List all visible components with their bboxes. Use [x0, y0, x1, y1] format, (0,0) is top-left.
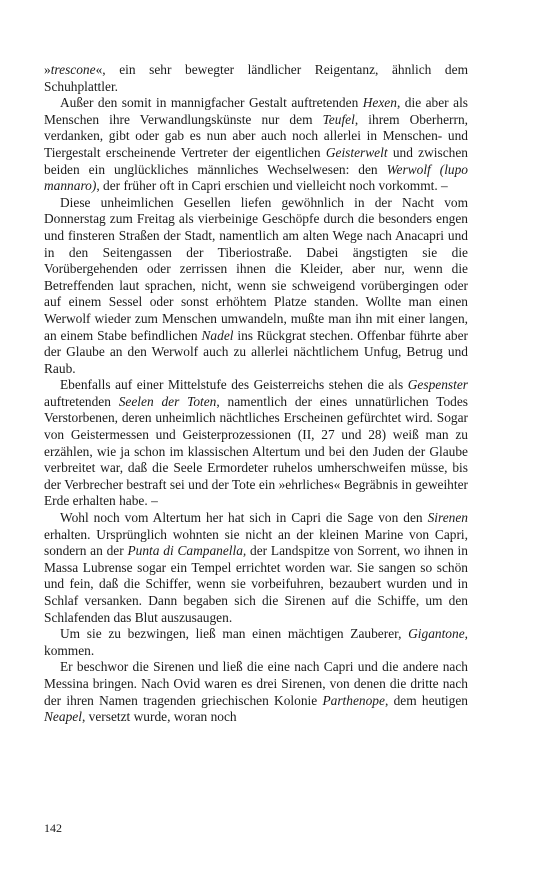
italic-term: trescone — [50, 62, 96, 77]
text-run: Außer den somit in mannigfacher Gestalt auftretenden — [60, 95, 363, 111]
text-run: Um sie zu bezwingen, ließ man einen mächtigen Zauberer, — [60, 626, 409, 642]
italic-term: Geisterwelt — [325, 144, 388, 160]
text-run: und zwischen beiden ein unglückliches männliches Wechselwesen: den — [44, 144, 468, 177]
italic-term: Hexen — [362, 95, 397, 111]
paragraph-4 — [44, 377, 468, 510]
text-run: «, ein sehr bewegter ländlicher Reigentanz, ähnlich dem Schuhplattler. — [44, 62, 468, 94]
text-run: , namentlich der eines unnatürlichen Todes Verstorbenen, deren unheimlich nächtliches Erscheinen gefürchtet wird. Sogar von Geistermessen und Geisterprozessionen (II, 27 und 28) weiß man zu erzählen, wie ja schon im klassischen Altertum und bei den Juden der Glaube verbreitet war, daß die Seele Ermordeter ruhelos umherschweifen müsse, bis der Verbrecher bestraft sei und der Tote ein »ehrliches« Begräbnis in geweihter Erde erhalten habe. – — [44, 393, 468, 509]
text-run: der Landspitze von Sorrent, wo ihnen in Massa Lubrense sogar ein Tempel errichtet worden war. Sie sangen so schön und fein, daß die Schiffer, wenn sie vorbeifuhren, bezaubert wurden und in Schlaf versanken. Dann begaben sich die Sirenen auf die Schiffe, um den Schlafenden das Blut auszusaugen. — [44, 543, 468, 625]
text-run: Diese unheimlichen Gesellen liefen gewöhnlich in der Nacht vom Donnerstag zum Freitag als vierbeinige Geschöpfe durch die besonders engen und finsteren Straßen der Stadt, namentlich am alten Wege nach Anacapri und in den Seitengassen der Tiberiostraße. Dabei ängstigten sie die Vorübergehenden oder zerrissen ihnen die Kleider, aber nur, wenn die Betreffenden laut sprachen, nicht, wenn sie schweigend vorübergingen oder auf einem Sessel oder sonst erhöhtem Platze standen. Wollte man einen Werwolf wieder zum Menschen umwandeln, mußte man ihn mit einer langen, an einem Stabe befindlichen — [44, 194, 468, 343]
italic-term: Werwolf (lupo mannaro) — [44, 161, 469, 194]
italic-term: Seelen der Toten — [118, 393, 217, 409]
text-run: , der früher oft in Capri erschien und vielleicht noch vorkommt. – — [96, 178, 448, 194]
italic-term: Parthenope — [322, 692, 385, 708]
italic-term: Gigantone — [408, 626, 465, 642]
paragraph-5 — [44, 510, 468, 626]
text-run: auftretenden — [44, 393, 119, 409]
text-run: , dem heutigen — [384, 692, 468, 708]
paragraph-6 — [44, 626, 468, 659]
text-run: Er beschwor die Sirenen und ließ die eine nach Capri und die andere nach Messina bringen. Nach Ovid waren es drei Sirenen, von denen die dritte nach der ihren Namen tragenden griechischen Kolonie — [44, 659, 468, 708]
italic-term: Neapel — [44, 709, 82, 725]
text-run: , kommen. — [44, 626, 468, 658]
italic-term: Punta di Campanella, — [127, 543, 247, 559]
italic-term: Gespenster — [407, 377, 468, 393]
page-number: 142 — [44, 821, 62, 835]
text-run: erhalten. Ursprünglich wohnten sie nicht an der kleinen Marine von Capri, sondern an der — [44, 526, 468, 559]
text-run: , die aber als Menschen ihre Verwandlungskünste nur dem — [44, 95, 468, 127]
text-run: » — [44, 62, 51, 77]
text-run: , versetzt wurde, woran noch — [81, 709, 237, 725]
text-run: Wohl noch vom Altertum her hat sich in Capri die Sage von den — [60, 510, 428, 526]
text-run: Ebenfalls auf einer Mittelstufe des Geisterreichs stehen die als — [60, 377, 408, 393]
paragraph-2 — [44, 95, 468, 195]
paragraph-7 — [44, 659, 468, 725]
italic-term: Teufel — [322, 111, 355, 127]
page-body — [44, 62, 468, 726]
italic-term: Nadel — [201, 327, 234, 343]
italic-term: Sirenen — [427, 510, 468, 526]
text-run: ins Rückgrat stechen. Offenbar führte aber der Glaube an den Werwolf auch zu allerlei nächtlichem Unfug, Betrug und Raub. — [44, 327, 468, 376]
paragraph-1 — [44, 62, 468, 95]
paragraph-3 — [44, 195, 468, 378]
text-run: , ihrem Oberherrn, verdanken, gibt oder gab es nun aber auch noch allerlei in Menschen- und Tiergestalt erscheinende Vertreter der eigentlichen — [44, 111, 468, 160]
